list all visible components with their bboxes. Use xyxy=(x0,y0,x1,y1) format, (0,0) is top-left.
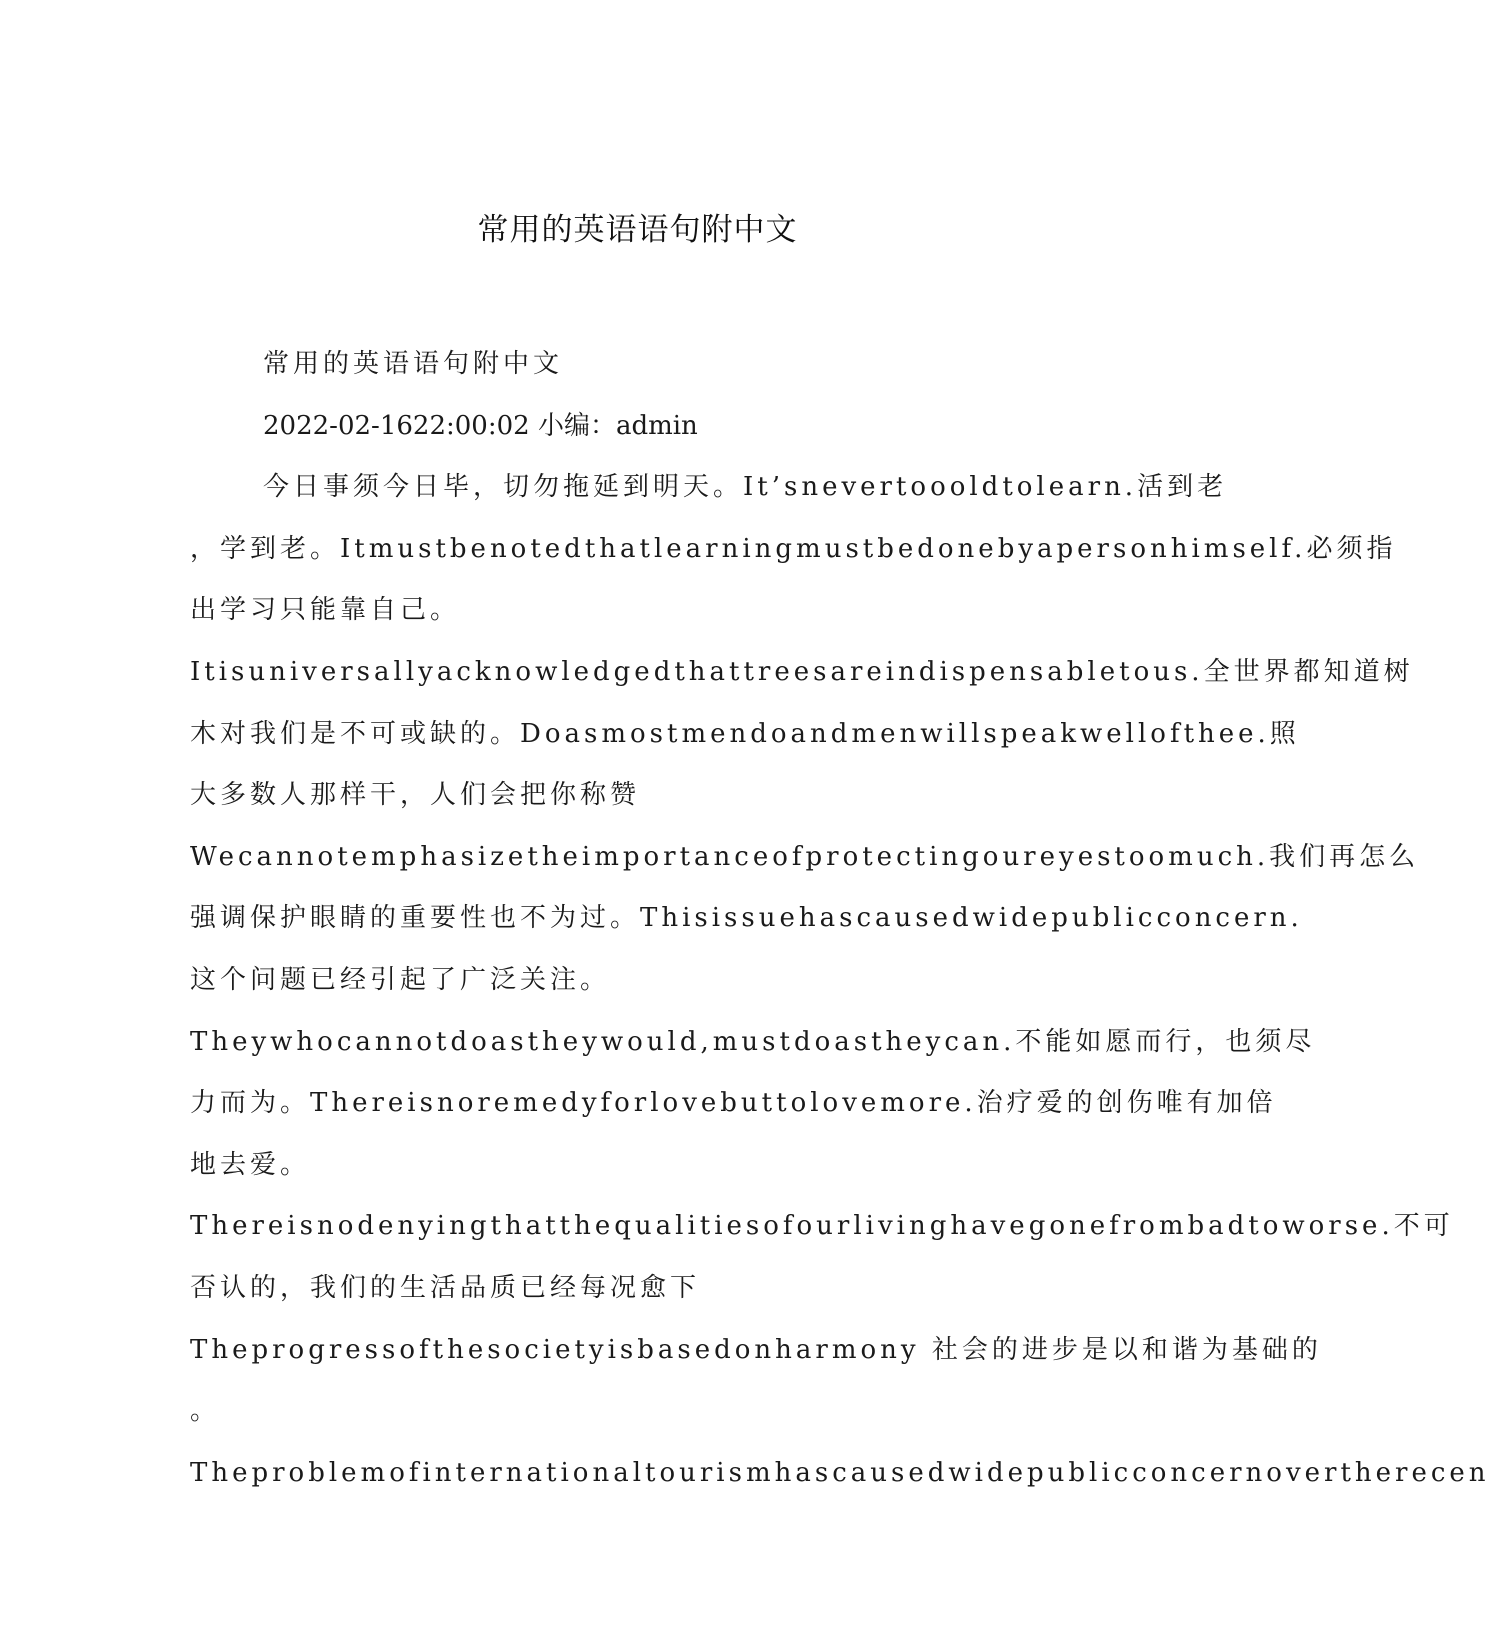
text-line: Theywhocannotdoastheywould,mustdoastheycan.不能如愿而行，也须尽 xyxy=(190,1026,1316,1057)
text-line: Theprogressofthesocietyisbasedonharmony 社会的进步是以和谐为基础的 xyxy=(190,1334,1322,1365)
document-title: 常用的英语语句附中文 xyxy=(477,212,798,248)
text-line: ，学到老。Itmustbenotedthatlearningmustbedonebyapersonhimself.必须指 xyxy=(190,533,1397,564)
subtitle-line: 常用的英语语句附中文 xyxy=(263,349,564,379)
text-line: 这个问题已经引起了广泛关注。 xyxy=(190,964,611,995)
text-line: 木对我们是不可或缺的。Doasmostmendoandmenwillspeakwellofthee.照 xyxy=(190,718,1300,749)
text-line: 。 xyxy=(190,1396,221,1427)
text-line: 今日事须今日毕，切勿拖延到明天。It’snevertoooldtolearn.活到老 xyxy=(263,472,1228,503)
text-line: Wecannotemphasizetheimportanceofprotectingoureyestoomuch.我们再怎么 xyxy=(190,841,1420,872)
text-line: Theproblemofinternationaltourismhascausedwidepublicconcernovertherecen xyxy=(190,1457,1490,1488)
meta-line: 2022-02-1622:00:02 小编：admin xyxy=(263,410,698,441)
text-line: 出学习只能靠自己。 xyxy=(190,595,461,626)
text-line: 地去爱。 xyxy=(190,1149,311,1180)
text-line: 力而为。Thereisnoremedyforlovebuttolovemore.治疗爱的创伤唯有加倍 xyxy=(190,1088,1277,1119)
text-line: Thereisnodenyingthatthequalitiesofourlivinghavegonefrombadtoworse.不可 xyxy=(190,1211,1454,1242)
document-body xyxy=(190,334,1490,1504)
text-line: 强调保护眼睛的重要性也不为过。Thisissuehascausedwidepublicconcern. xyxy=(190,903,1303,934)
text-line: 大多数人那样干，人们会把你称赞 xyxy=(190,780,641,811)
text-line: Itisuniversallyacknowledgedthattreesareindispensabletous.全世界都知道树 xyxy=(190,656,1414,687)
text-line: 否认的，我们的生活品质已经每况愈下 xyxy=(190,1272,701,1303)
